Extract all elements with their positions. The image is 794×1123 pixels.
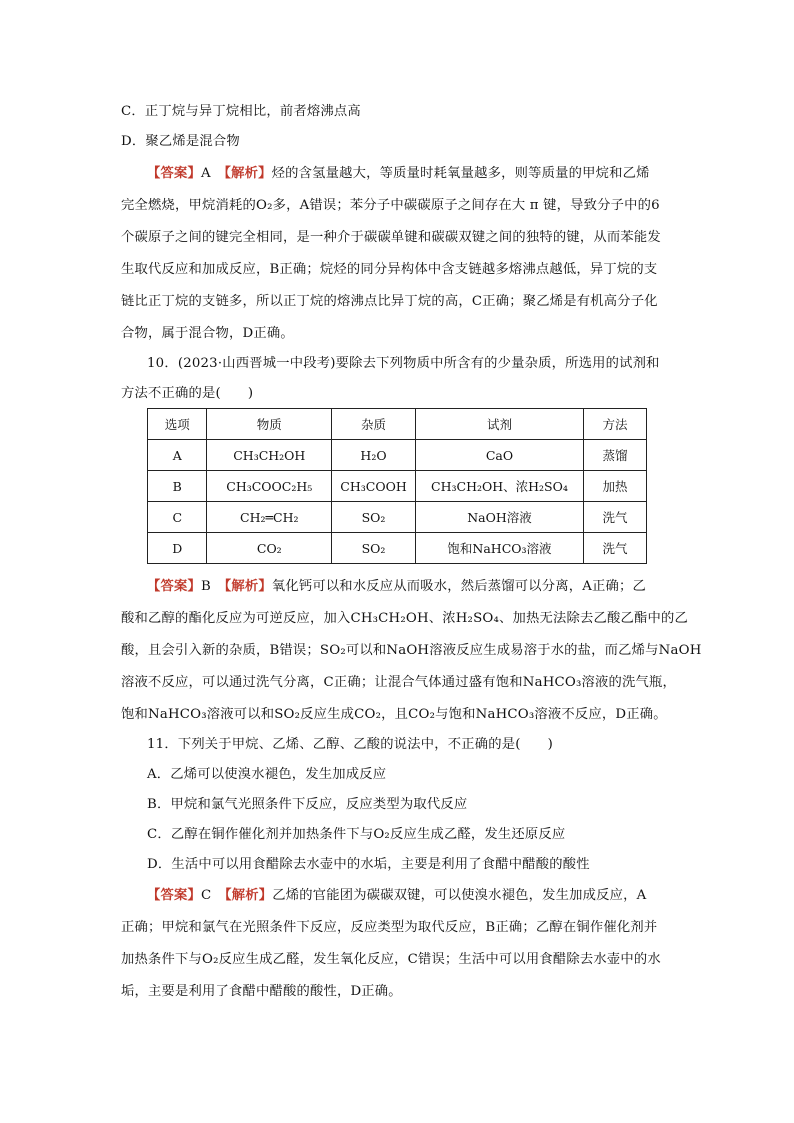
analysis-tag: 【解析】 <box>224 888 273 903</box>
table-cell: CH₃CH₂OH <box>207 440 332 471</box>
table-cell: CH₃CH₂OH、浓H₂SO₄ <box>415 471 583 502</box>
q9-explanation-line: 生取代反应和加成反应，B正确；烷烃的同分异构体中含支链越多熔沸点越低，异丁烷的支 <box>121 262 658 277</box>
answer-tag: 【答案】 <box>147 579 201 594</box>
table-cell: H₂O <box>332 440 416 471</box>
q11-option-d: D．生活中可以用食醋除去水壶中的水垢，主要是利用了食醋中醋酸的酸性 <box>147 857 590 872</box>
q11-stem: 11．下列关于甲烷、乙烯、乙醇、乙酸的说法中，不正确的是( ) <box>147 737 554 752</box>
table-cell: CH₃COOH <box>332 471 416 502</box>
table-cell: 洗气 <box>584 533 647 564</box>
answer-tag: 【答案】 <box>147 166 201 181</box>
q10-explanation-line: 饱和NaHCO₃溶液可以和SO₂反应生成CO₂，且CO₂与饱和NaHCO₃溶液不反应，D正确。 <box>121 707 667 722</box>
answer-tag: 【答案】 <box>147 888 201 903</box>
explanation-text: 烃的含氢量越大，等质量时耗氧量越多，则等质量的甲烷和乙烯 <box>271 166 650 181</box>
table-row <box>148 471 647 502</box>
table-cell: C <box>148 502 207 533</box>
q11-explanation-line <box>147 886 707 906</box>
table-header-cell: 选项 <box>148 409 207 440</box>
q10-stem: 10．(2023·山西晋城一中段考)要除去下列物质中所含有的少量杂质，所选用的试剂和 <box>147 356 660 371</box>
q11-explanation-line: 加热条件下与O₂反应生成乙醛，发生氧化反应，C错误；生活中可以用食醋除去水壶中的水 <box>121 952 661 967</box>
q9-explanation-line: 完全燃烧，甲烷消耗的O₂多，A错误；苯分子中碳碳原子之间存在大 π 键，导致分子中的6 <box>121 198 660 213</box>
explanation-text: 乙烯的官能团为碳碳双键，可以使溴水褪色，发生加成反应，A <box>272 888 647 903</box>
analysis-tag: 【解析】 <box>224 166 272 181</box>
table-cell: CH₃COOC₂H₅ <box>207 471 332 502</box>
table-header-cell: 试剂 <box>415 409 583 440</box>
q9-explanation-line: 个碳原子之间的键完全相同，是一种介于碳碳单键和碳碳双键之间的独特的键，从而苯能发 <box>121 230 661 245</box>
q9-explanation-line <box>147 164 707 184</box>
analysis-tag: 【解析】 <box>224 579 272 594</box>
table-cell: NaOH溶液 <box>415 502 583 533</box>
table-cell: B <box>148 471 207 502</box>
q9-option-d: D．聚乙烯是混合物 <box>121 134 240 149</box>
q9-explanation-line: 合物，属于混合物，D正确。 <box>121 326 294 341</box>
table-header-cell: 杂质 <box>332 409 416 440</box>
table-row <box>148 440 647 471</box>
table-cell: CO₂ <box>207 533 332 564</box>
table-cell: SO₂ <box>332 502 416 533</box>
q10-explanation-line: 酸和乙醇的酯化反应为可逆反应，加入CH₃CH₂OH、浓H₂SO₄、加热无法除去乙酸乙酯中的乙 <box>121 611 688 626</box>
table-cell: CH₂═CH₂ <box>207 502 332 533</box>
q10-explanation-line: 溶液不反应，可以通过洗气分离，C正确；让混合气体通过盛有饱和NaHCO₃溶液的洗气瓶， <box>121 675 677 690</box>
q10-explanation-line <box>147 577 707 597</box>
table-header-cell: 方法 <box>584 409 647 440</box>
table-cell: 蒸馏 <box>584 440 647 471</box>
q10-stem: 方法不正确的是( ) <box>121 386 254 401</box>
table-cell: 饱和NaHCO₃溶液 <box>415 533 583 564</box>
table-cell: A <box>148 440 207 471</box>
q9-option-c: C．正丁烷与异丁烷相比，前者熔沸点高 <box>121 104 361 119</box>
q11-option-c: C．乙醇在铜作催化剂并加热条件下与O₂反应生成乙醛，发生还原反应 <box>147 827 566 842</box>
q11-option-b: B．甲烷和氯气光照条件下反应，反应类型为取代反应 <box>147 797 468 812</box>
table-cell: D <box>148 533 207 564</box>
explanation-text: 氧化钙可以和水反应从而吸水，然后蒸馏可以分离，A正确；乙 <box>271 579 647 594</box>
q11-option-a: A．乙烯可以使溴水褪色，发生加成反应 <box>147 767 387 782</box>
table-cell: 洗气 <box>584 502 647 533</box>
table-row <box>148 502 647 533</box>
answer-value: B <box>201 579 211 594</box>
table-header-cell: 物质 <box>207 409 332 440</box>
table-cell: CaO <box>415 440 583 471</box>
reagent-table <box>147 408 647 564</box>
table-cell: SO₂ <box>332 533 416 564</box>
q11-explanation-line: 正确；甲烷和氯气在光照条件下反应，反应类型为取代反应，B正确；乙醇在铜作催化剂并 <box>121 920 658 935</box>
table-cell: 加热 <box>584 471 647 502</box>
table-header-row <box>148 409 647 440</box>
table-row <box>148 533 647 564</box>
q9-explanation-line: 链比正丁烷的支链多，所以正丁烷的熔沸点比异丁烷的高，C正确；聚乙烯是有机高分子化 <box>121 294 658 309</box>
q10-explanation-line: 酸，且会引入新的杂质，B错误；SO₂可以和NaOH溶液反应生成易溶于水的盐，而乙烯与NaOH <box>121 643 702 658</box>
answer-value: A <box>201 166 211 181</box>
answer-value: C <box>201 888 212 903</box>
q11-explanation-line: 垢，主要是利用了食醋中醋酸的酸性，D正确。 <box>121 984 402 999</box>
